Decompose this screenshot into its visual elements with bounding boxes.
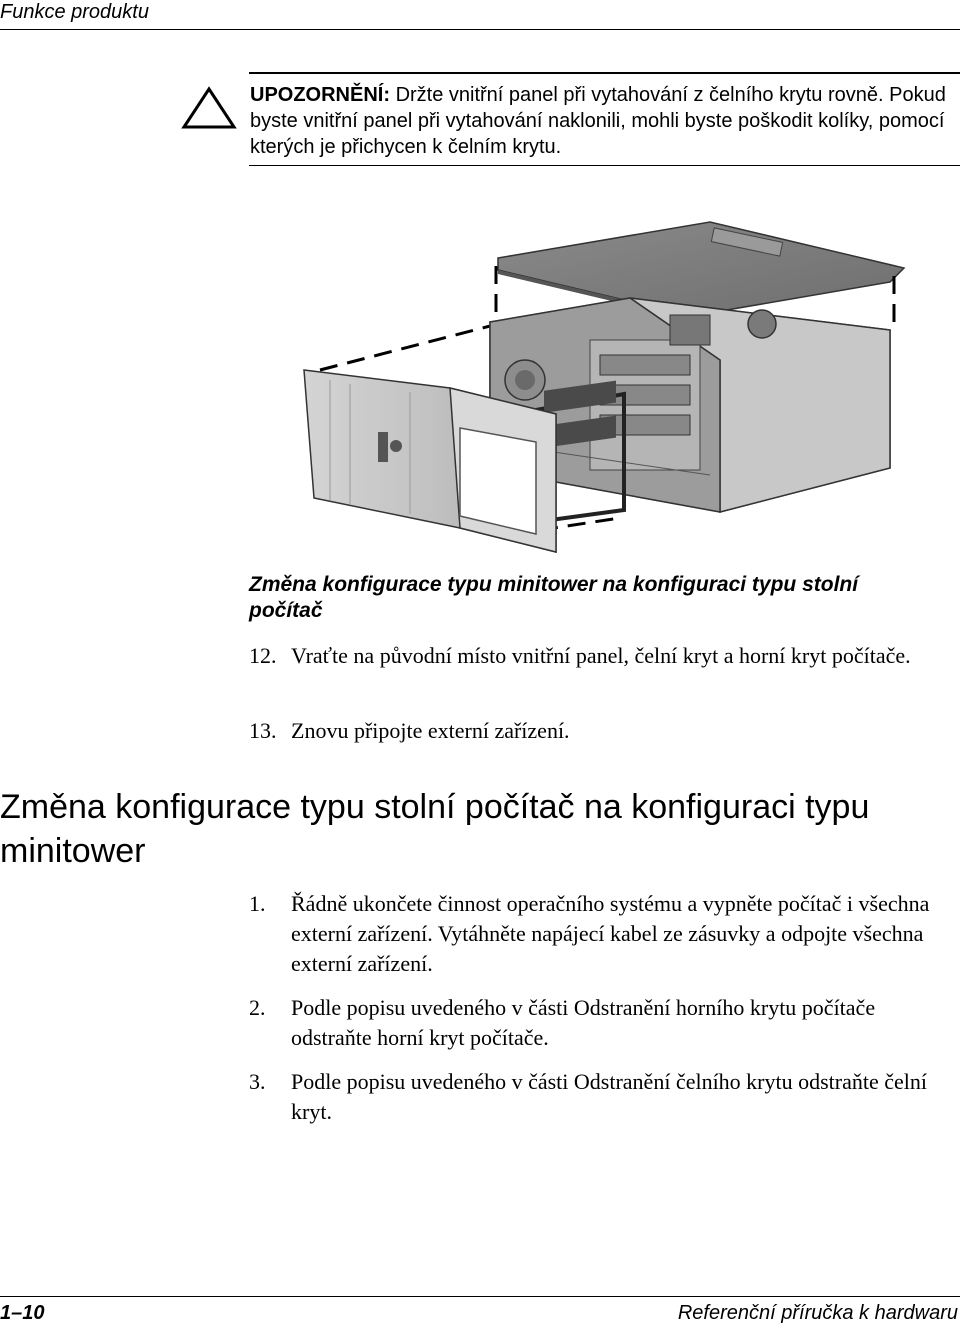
page-number: 1–10: [0, 1302, 45, 1324]
computer-chassis-illustration: [300, 220, 912, 555]
procedure-subheading: Změna konfigurace typu minitower na konfiguraci typu stolní počítač: [249, 573, 859, 622]
caution-notice: [250, 82, 950, 160]
step-3: [249, 1067, 949, 1127]
caution-rule-top: [249, 72, 960, 74]
step-number: 2.: [249, 995, 266, 1020]
footer-rule: [0, 1296, 960, 1297]
step-number: 3.: [249, 1069, 266, 1094]
running-header-title: Funkce produktu: [0, 1, 149, 23]
step-1: [249, 889, 949, 979]
document-title: Referenční příručka k hardwaru: [677, 1302, 958, 1324]
caution-label: UPOZORNĚNÍ:: [250, 84, 390, 106]
section-heading: Změna konfigurace typu stolní počítač na konfiguraci typu minitower: [0, 788, 870, 870]
step-text: Podle popisu uvedeného v části Odstranění horního krytu počítače odstraňte horní kryt počítače.: [291, 995, 876, 1050]
step-text: Znovu připojte externí zařízení.: [291, 718, 570, 743]
header-rule: [0, 29, 960, 30]
step-2: [249, 993, 949, 1053]
warning-triangle-icon: [181, 86, 237, 130]
caution-rule-bottom: [249, 165, 960, 166]
step-number: 13.: [249, 718, 277, 743]
step-text: Řádně ukončete činnost operačního systému a vypněte počítač i všechna externí zařízení. Vytáhněte napájecí kabel ze zásuvky a odpojte všechna externí zařízení.: [291, 891, 930, 976]
caution-body: Držte vnitřní panel při vytahování z čelního krytu rovně. Pokud byste vnitřní panel při vytahování naklonili, mohli byste poškodit kolíky, pomocí kterých je přichycen k čelním krytu.: [250, 84, 946, 158]
step-text: Vraťte na původní místo vnitřní panel, čelní kryt a horní kryt počítače.: [291, 643, 911, 668]
step-number: 1.: [249, 891, 266, 916]
step-text: Podle popisu uvedeného v části Odstranění čelního krytu odstraňte čelní kryt.: [291, 1069, 928, 1124]
step-13: [249, 716, 949, 746]
step-12: [249, 641, 949, 671]
top-cover: [498, 222, 904, 320]
step-number: 12.: [249, 643, 277, 668]
